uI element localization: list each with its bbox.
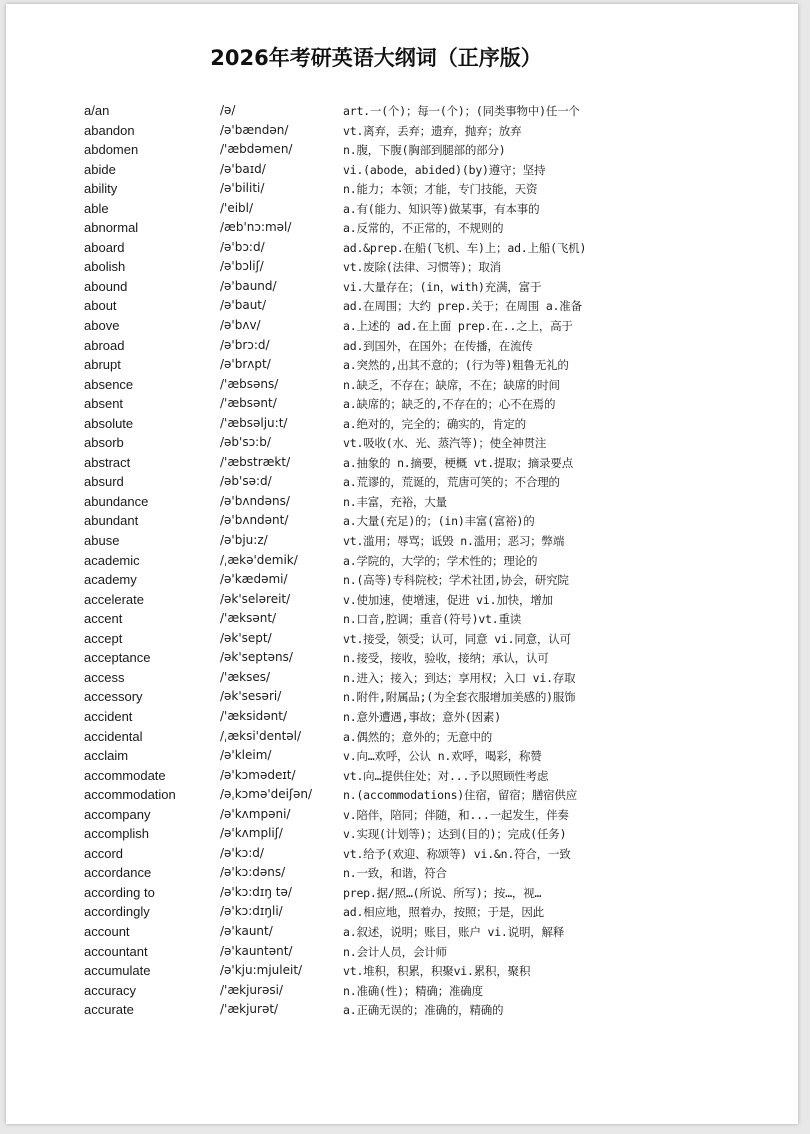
vocab-row xyxy=(6,511,798,531)
vocab-definition: vt.吸收(水、光、蒸汽等)；使全神贯注 xyxy=(343,436,547,451)
vocab-row xyxy=(6,785,798,805)
vocab-word: abound xyxy=(84,278,128,294)
vocab-phonetic: /'æbstrækt/ xyxy=(220,454,291,469)
vocab-word: a/an xyxy=(84,103,110,118)
vocab-word: academy xyxy=(84,572,137,588)
vocab-definition: prep.据/照…(所说、所写)；按…，视… xyxy=(343,885,542,900)
vocab-phonetic: /ək'sesəri/ xyxy=(220,689,282,704)
vocab-definition: n.(高等)专科院校；学术社团,协会，研究院 xyxy=(343,573,569,588)
vocab-row xyxy=(6,863,798,883)
vocab-word: aboard xyxy=(84,239,125,255)
vocab-row xyxy=(6,844,798,864)
vocab-row xyxy=(6,492,798,512)
vocab-row xyxy=(6,394,798,414)
vocab-row xyxy=(6,296,798,316)
vocab-definition: n.口音,腔调；重音(符号)vt.重读 xyxy=(343,612,522,627)
vocab-word: abolish xyxy=(84,259,126,275)
vocab-phonetic: /'ækjurəsi/ xyxy=(220,982,283,997)
vocab-phonetic: /ə'bændən/ xyxy=(220,122,289,137)
vocab-word: accommodation xyxy=(84,787,176,803)
vocab-phonetic: /'æksidənt/ xyxy=(220,708,288,723)
vocab-definition: n.一致，和谐，符合 xyxy=(343,866,447,881)
vocab-phonetic: /ə'kɔ:d/ xyxy=(220,845,264,860)
vocab-definition: n.意外遭遇,事故；意外(因素) xyxy=(343,709,501,724)
vocab-phonetic: /ə'kʌmpliʃ/ xyxy=(220,826,283,841)
vocab-row xyxy=(6,883,798,903)
vocab-definition: vi.大量存在；(in，with)充满，富于 xyxy=(343,279,542,294)
vocab-definition: v.陪伴，陪同；伴随，和...一起发生，伴奏 xyxy=(343,807,569,822)
vocab-word: accelerate xyxy=(84,591,144,607)
vocab-word: able xyxy=(84,200,109,216)
vocab-row xyxy=(6,609,798,629)
vocab-definition: a.抽象的 n.摘要，梗概 vt.提取；摘录要点 xyxy=(343,455,574,470)
vocab-row xyxy=(6,218,798,238)
vocab-phonetic: /ə'kleim/ xyxy=(220,748,272,763)
vocab-definition: vt.向…提供住处；对...予以照顾性考虑 xyxy=(343,768,549,783)
vocab-definition: vi.(abode，abided)(by)遵守；坚持 xyxy=(343,162,546,177)
vocab-row xyxy=(6,707,798,727)
vocab-row xyxy=(6,766,798,786)
vocab-word: about xyxy=(84,298,117,314)
vocab-row xyxy=(6,375,798,395)
vocab-row xyxy=(6,238,798,258)
vocab-definition: vt.滥用；辱骂；诋毁 n.滥用；恶习；弊端 xyxy=(343,534,565,549)
vocab-word: ability xyxy=(84,181,118,197)
vocab-phonetic: /ə'baut/ xyxy=(220,298,267,313)
vocab-definition: n.缺乏，不存在；缺席，不在；缺席的时间 xyxy=(343,377,560,392)
vocab-phonetic: /'æbsənt/ xyxy=(220,396,277,411)
vocab-phonetic: /ə'biliti/ xyxy=(220,181,265,196)
vocab-definition: n.丰富，充裕，大量 xyxy=(343,494,447,509)
vocab-word: acceptance xyxy=(84,650,151,666)
vocab-row xyxy=(6,942,798,962)
vocab-phonetic: /ə'kauntənt/ xyxy=(220,943,293,958)
vocab-row xyxy=(6,551,798,571)
vocab-row xyxy=(6,629,798,649)
vocab-definition: n.准确(性)；精确；准确度 xyxy=(343,983,483,998)
vocab-word: abandon xyxy=(84,122,135,138)
vocab-word: abdomen xyxy=(84,142,139,158)
vocab-row xyxy=(6,668,798,688)
vocab-row xyxy=(6,590,798,610)
vocab-phonetic: /ə'bʌndənt/ xyxy=(220,513,289,528)
vocab-definition: a.荒谬的，荒诞的，荒唐可笑的；不合理的 xyxy=(343,475,560,490)
vocab-phonetic: /ə'bʌv/ xyxy=(220,318,261,333)
vocab-definition: a.正确无误的；准确的，精确的 xyxy=(343,1003,504,1018)
vocab-word: accurate xyxy=(84,1002,134,1018)
vocab-row xyxy=(6,453,798,473)
vocab-word: above xyxy=(84,318,120,334)
vocab-phonetic: /æb'nɔ:məl/ xyxy=(220,220,292,235)
vocab-phonetic: /əb'sɔ:b/ xyxy=(220,435,271,450)
vocab-definition: vt.接受，领受；认可，同意 vi.同意，认可 xyxy=(343,631,571,646)
vocab-row xyxy=(6,961,798,981)
vocab-definition: n.进入；接入；到达；享用权；入口 vi.存取 xyxy=(343,670,576,685)
vocab-word: abstract xyxy=(84,454,131,470)
vocab-phonetic: /ə'bɔliʃ/ xyxy=(220,259,264,274)
vocab-phonetic: /ə'kɔmədeɪt/ xyxy=(220,767,296,782)
vocab-word: accept xyxy=(84,630,123,646)
vocab-row xyxy=(6,824,798,844)
vocab-word: absolute xyxy=(84,415,134,431)
vocab-row xyxy=(6,648,798,668)
vocab-phonetic: /ə'kɔ:dəns/ xyxy=(220,865,286,880)
vocab-definition: v.实现(计划等)；达到(目的)；完成(任务) xyxy=(343,827,567,842)
vocab-row xyxy=(6,902,798,922)
vocab-word: absurd xyxy=(84,474,124,490)
vocabulary-list xyxy=(6,101,798,1020)
vocab-definition: a.有(能力、知识等)做某事，有本事的 xyxy=(343,201,540,216)
vocab-phonetic: /'ækses/ xyxy=(220,669,271,684)
vocab-row xyxy=(6,433,798,453)
vocab-definition: vt.离弃，丢弃；遗弃，抛弃；放弃 xyxy=(343,123,522,138)
vocab-word: abuse xyxy=(84,533,120,549)
vocab-definition: vt.堆积，积累，积聚vi.累积，聚积 xyxy=(343,964,531,979)
vocab-word: according to xyxy=(84,884,155,900)
vocab-word: acclaim xyxy=(84,748,129,764)
vocab-definition: n.(accommodations)住宿，留宿；膳宿供应 xyxy=(343,788,578,803)
vocab-word: accompany xyxy=(84,806,151,822)
vocab-definition: a.大量(充足)的；(in)丰富(富裕)的 xyxy=(343,514,535,529)
vocab-word: academic xyxy=(84,552,140,568)
vocab-word: abundant xyxy=(84,513,139,529)
vocab-word: accuracy xyxy=(84,982,137,998)
vocab-phonetic: /ə'brʌpt/ xyxy=(220,357,271,372)
vocab-phonetic: /ə'brɔ:d/ xyxy=(220,337,270,352)
vocab-phonetic: /'eibl/ xyxy=(220,200,254,215)
vocab-definition: a.绝对的，完全的；确实的，肯定的 xyxy=(343,416,526,431)
vocab-definition: a.突然的,出其不意的；(行为等)粗鲁无礼的 xyxy=(343,358,569,373)
vocab-row xyxy=(6,472,798,492)
vocab-row xyxy=(6,922,798,942)
vocab-word: accordance xyxy=(84,865,152,881)
vocab-definition: ad.相应地，照着办，按照；于是，因此 xyxy=(343,905,544,920)
vocab-word: accordingly xyxy=(84,904,150,920)
vocab-row xyxy=(6,277,798,297)
vocab-definition: a.上述的 ad.在上面 prep.在..之上，高于 xyxy=(343,319,573,334)
vocab-row xyxy=(6,199,798,219)
vocab-definition: n.能力；本领；才能，专门技能，天资 xyxy=(343,182,538,197)
vocab-definition: n.腹，下腹(胸部到腿部的部分) xyxy=(343,143,506,158)
vocab-row xyxy=(6,140,798,160)
vocab-row xyxy=(6,727,798,747)
vocab-phonetic: /'æbdəmen/ xyxy=(220,142,293,157)
vocab-phonetic: /ə'kædəmi/ xyxy=(220,572,288,587)
vocab-definition: ad.在周围；大约 prep.关于；在周围 a.准备 xyxy=(343,299,582,314)
vocab-row xyxy=(6,355,798,375)
vocab-row xyxy=(6,257,798,277)
vocab-phonetic: /ə'kʌmpəni/ xyxy=(220,806,291,821)
vocab-definition: a.叙述，说明；账目，账户 vi.说明，解释 xyxy=(343,924,565,939)
vocab-word: accord xyxy=(84,845,124,861)
vocab-word: abide xyxy=(84,161,116,177)
vocab-word: absent xyxy=(84,396,124,412)
vocab-phonetic: /əb'sə:d/ xyxy=(220,474,272,489)
vocab-definition: n.附件,附属品;(为全套衣服增加美感的)服饰 xyxy=(343,690,576,705)
vocab-row xyxy=(6,981,798,1001)
vocab-row xyxy=(6,336,798,356)
vocab-row xyxy=(6,101,798,121)
vocab-word: absence xyxy=(84,376,134,392)
vocab-row xyxy=(6,414,798,434)
vocab-word: accident xyxy=(84,708,133,724)
vocab-row xyxy=(6,160,798,180)
vocab-phonetic: /ə'bʌndəns/ xyxy=(220,493,290,508)
vocab-phonetic: /ək'septəns/ xyxy=(220,650,293,665)
vocab-word: account xyxy=(84,923,130,939)
vocab-definition: a.缺席的；缺乏的,不存在的；心不在焉的 xyxy=(343,397,556,412)
vocab-word: accumulate xyxy=(84,963,151,979)
vocab-phonetic: /ə'kju:mjuleit/ xyxy=(220,963,303,978)
vocab-phonetic: /ə'bɔ:d/ xyxy=(220,239,265,254)
vocab-definition: ad.到国外，在国外；在传播，在流传 xyxy=(343,338,533,353)
vocab-word: accent xyxy=(84,611,123,627)
vocab-phonetic: /ə'kɔ:dɪŋ tə/ xyxy=(220,884,292,899)
vocab-definition: a.偶然的；意外的；无意中的 xyxy=(343,729,493,744)
vocab-word: abrupt xyxy=(84,357,121,373)
vocab-phonetic: /ək'sept/ xyxy=(220,630,272,645)
vocab-phonetic: /əˌkɔmə'deiʃən/ xyxy=(220,787,313,802)
vocab-word: absorb xyxy=(84,435,124,451)
vocab-word: accomplish xyxy=(84,826,150,842)
vocab-word: abundance xyxy=(84,493,149,509)
document-page xyxy=(6,4,798,1124)
vocab-definition: v.使加速，使增速，促进 vi.加快，增加 xyxy=(343,592,553,607)
vocab-definition: art.一(个)；每一(个)；(同类事物中)任一个 xyxy=(343,104,580,118)
vocab-definition: v.向…欢呼，公认 n.欢呼，喝彩，称赞 xyxy=(343,749,542,764)
vocab-phonetic: /ək'seləreit/ xyxy=(220,591,291,606)
vocab-row xyxy=(6,746,798,766)
vocab-phonetic: /'æbsəns/ xyxy=(220,376,279,391)
vocab-phonetic: /'æksənt/ xyxy=(220,611,277,626)
vocab-row xyxy=(6,121,798,141)
vocab-phonetic: /ə'bju:z/ xyxy=(220,533,268,548)
vocab-row xyxy=(6,531,798,551)
vocab-row xyxy=(6,570,798,590)
vocab-row xyxy=(6,687,798,707)
vocab-phonetic: /ə'kɔ:dɪŋli/ xyxy=(220,904,283,919)
vocab-phonetic: /ˌæksi'dentəl/ xyxy=(220,728,302,743)
vocab-word: abroad xyxy=(84,337,125,353)
vocab-definition: vt.给予(欢迎、称颂等) vi.&n.符合，一致 xyxy=(343,846,571,861)
vocab-phonetic: /ə'baɪd/ xyxy=(220,161,266,176)
vocab-definition: vt.废除(法律、习惯等)；取消 xyxy=(343,260,501,275)
vocab-definition: a.学院的，大学的；学术性的；理论的 xyxy=(343,553,538,568)
vocab-row xyxy=(6,179,798,199)
vocab-definition: n.会计人员，会计师 xyxy=(343,944,447,959)
vocab-phonetic: /ə/ xyxy=(220,103,236,117)
vocab-word: access xyxy=(84,669,125,685)
vocab-word: accidental xyxy=(84,728,143,744)
vocab-phonetic: /ə'baund/ xyxy=(220,278,277,293)
vocab-phonetic: /'æbsəlju:t/ xyxy=(220,415,288,430)
vocab-phonetic: /ˌækə'demik/ xyxy=(220,552,298,567)
vocab-definition: n.接受，接收，验收，接纳；承认，认可 xyxy=(343,651,549,666)
vocab-definition: ad.&prep.在船(飞机、车)上；ad.上船(飞机) xyxy=(343,240,587,255)
vocab-phonetic: /ə'kaunt/ xyxy=(220,923,273,938)
vocab-word: accessory xyxy=(84,689,143,705)
vocab-phonetic: /'ækjurət/ xyxy=(220,1002,279,1017)
vocab-row xyxy=(6,1000,798,1020)
vocab-definition: a.反常的，不正常的，不规则的 xyxy=(343,221,504,236)
vocab-word: accountant xyxy=(84,943,148,959)
page-title: 2026年考研英语大纲词（正序版） xyxy=(210,46,542,70)
vocab-word: accommodate xyxy=(84,767,166,783)
vocab-word: abnormal xyxy=(84,220,139,236)
vocab-row xyxy=(6,316,798,336)
vocab-row xyxy=(6,805,798,825)
